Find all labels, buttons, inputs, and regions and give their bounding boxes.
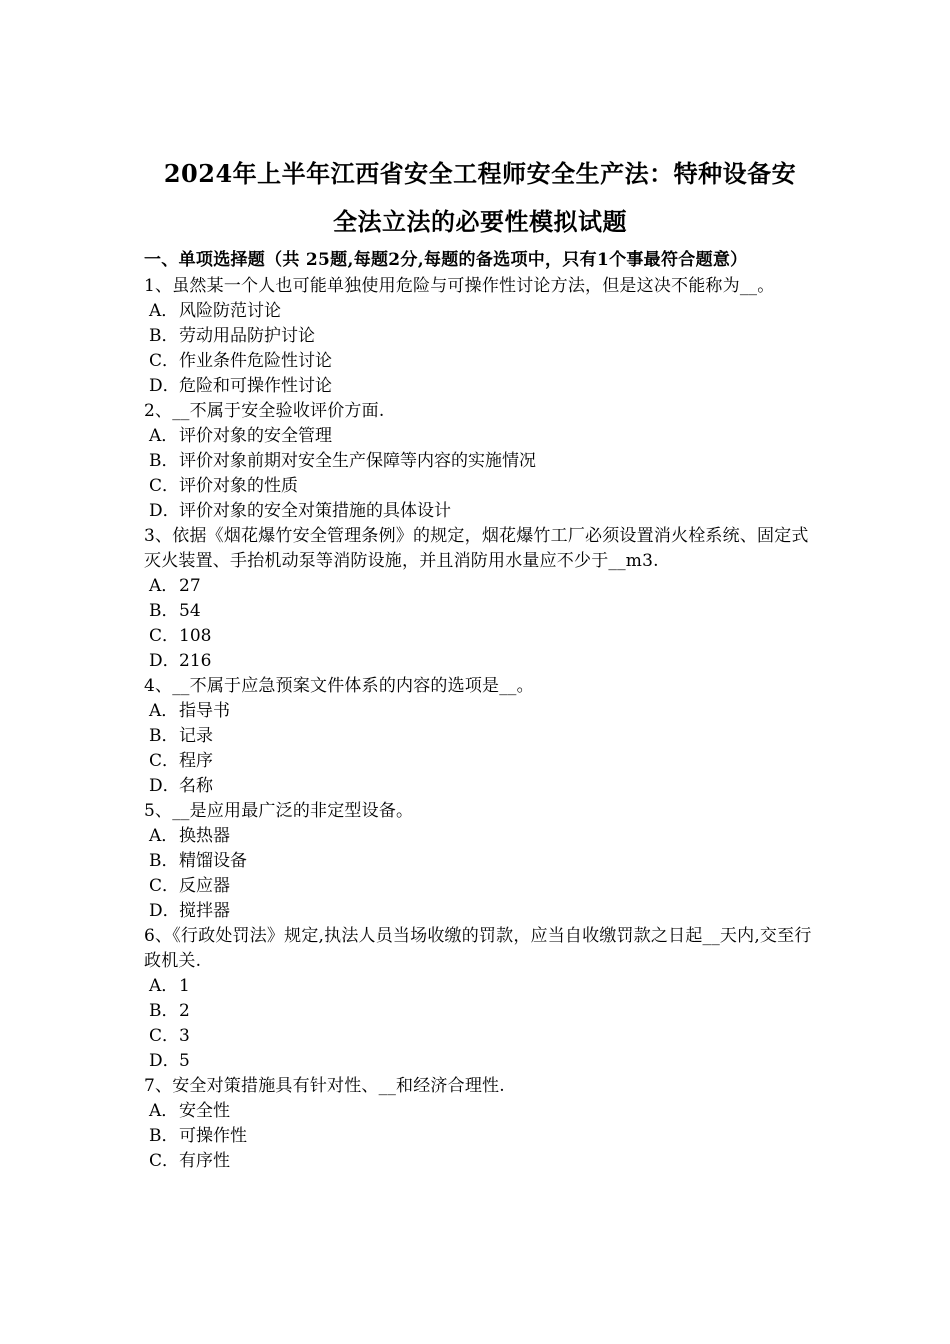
answer-option xyxy=(144,424,816,449)
question-item xyxy=(144,674,816,799)
option-letter: A． xyxy=(149,426,179,446)
answer-option xyxy=(144,1024,816,1049)
question-item xyxy=(144,1074,816,1174)
question-stem: 4、__不属于应急预案文件体系的内容的选项是__。 xyxy=(144,676,534,696)
option-text: 5 xyxy=(179,1051,190,1071)
option-letter: D． xyxy=(149,651,180,671)
option-letter: D． xyxy=(149,776,180,796)
option-text: 108 xyxy=(179,626,212,646)
option-letter: C． xyxy=(149,351,180,371)
answer-option xyxy=(144,874,816,899)
option-text: 反应器 xyxy=(179,876,230,896)
option-letter: D． xyxy=(149,376,180,396)
option-text: 54 xyxy=(179,601,201,621)
option-text: 评价对象的安全管理 xyxy=(179,426,332,446)
option-text: 可操作性 xyxy=(179,1126,247,1146)
option-text: 27 xyxy=(179,576,201,596)
option-text: 3 xyxy=(179,1026,190,1046)
option-letter: A． xyxy=(149,826,179,846)
document-title-line-1: 2024年上半年江西省安全工程师安全生产法：特种设备安 xyxy=(163,159,797,188)
question-list xyxy=(144,274,816,1174)
question-stem: 3、依据《烟花爆竹安全管理条例》的规定，烟花爆竹工厂必须设置消火栓系统、固定式灭火装置、手抬机动泵等消防设施，并且消防用水量应不少于__m3. xyxy=(144,526,809,571)
option-text: 搅拌器 xyxy=(179,901,230,921)
answer-option xyxy=(144,349,816,374)
section-heading: 一、单项选择题（共 25题,每题2分,每题的备选项中，只有1个事最符合题意） xyxy=(144,250,748,270)
option-text: 换热器 xyxy=(179,826,230,846)
question-stem: 7、安全对策措施具有针对性、__和经济合理性. xyxy=(144,1076,505,1096)
question-stem: 2、__不属于安全验收评价方面. xyxy=(144,401,385,421)
option-text: 程序 xyxy=(179,751,213,771)
option-letter: B． xyxy=(149,451,179,471)
answer-option xyxy=(144,574,816,599)
answer-option xyxy=(144,499,816,524)
option-letter: D． xyxy=(149,901,180,921)
option-letter: D． xyxy=(149,1051,180,1071)
answer-option xyxy=(144,299,816,324)
option-letter: B． xyxy=(149,601,179,621)
document-title-line-2: 全法立法的必要性模拟试题 xyxy=(333,207,627,236)
option-text: 评价对象的安全对策措施的具体设计 xyxy=(179,501,451,521)
question-stem: 1、虽然某一个人也可能单独使用危险与可操作性讨论方法，但是这决不能称为__。 xyxy=(144,276,775,296)
option-letter: A． xyxy=(149,301,179,321)
answer-option xyxy=(144,899,816,924)
answer-option xyxy=(144,849,816,874)
answer-option xyxy=(144,1049,816,1074)
answer-option xyxy=(144,999,816,1024)
option-letter: C． xyxy=(149,1151,180,1171)
answer-option xyxy=(144,374,816,399)
option-letter: B． xyxy=(149,1001,179,1021)
option-text: 记录 xyxy=(179,726,213,746)
document-page xyxy=(144,150,816,1174)
answer-option xyxy=(144,324,816,349)
option-letter: B． xyxy=(149,326,179,346)
option-letter: C． xyxy=(149,626,180,646)
option-text: 216 xyxy=(179,651,212,671)
option-letter: C． xyxy=(149,751,180,771)
answer-option xyxy=(144,699,816,724)
answer-option xyxy=(144,649,816,674)
option-text: 评价对象的性质 xyxy=(179,476,298,496)
option-letter: C． xyxy=(149,1026,180,1046)
option-text: 风险防范讨论 xyxy=(179,301,281,321)
question-item xyxy=(144,524,816,674)
answer-option xyxy=(144,1099,816,1124)
option-letter: B． xyxy=(149,726,179,746)
answer-option xyxy=(144,974,816,999)
answer-option xyxy=(144,449,816,474)
answer-option xyxy=(144,1124,816,1149)
answer-option xyxy=(144,599,816,624)
option-text: 劳动用品防护讨论 xyxy=(179,326,315,346)
option-text: 1 xyxy=(179,976,190,996)
answer-option xyxy=(144,749,816,774)
option-text: 有序性 xyxy=(179,1151,230,1171)
option-text: 2 xyxy=(179,1001,190,1021)
question-stem: 5、__是应用最广泛的非定型设备。 xyxy=(144,801,414,821)
option-letter: B． xyxy=(149,851,179,871)
option-text: 作业条件危险性讨论 xyxy=(179,351,332,371)
option-text: 评价对象前期对安全生产保障等内容的实施情况 xyxy=(179,451,536,471)
question-item xyxy=(144,399,816,524)
answer-option xyxy=(144,774,816,799)
option-text: 危险和可操作性讨论 xyxy=(179,376,332,396)
option-letter: C． xyxy=(149,476,180,496)
option-letter: A． xyxy=(149,576,179,596)
answer-option xyxy=(144,1149,816,1174)
option-text: 精馏设备 xyxy=(179,851,247,871)
answer-option xyxy=(144,624,816,649)
question-stem: 6、《行政处罚法》规定,执法人员当场收缴的罚款，应当自收缴罚款之日起__天内,交至行政机关. xyxy=(144,926,812,971)
option-text: 安全性 xyxy=(179,1101,230,1121)
answer-option xyxy=(144,474,816,499)
answer-option xyxy=(144,724,816,749)
option-letter: B． xyxy=(149,1126,179,1146)
option-letter: C． xyxy=(149,876,180,896)
option-text: 指导书 xyxy=(179,701,230,721)
question-item xyxy=(144,924,816,1074)
option-letter: A． xyxy=(149,1101,179,1121)
question-item xyxy=(144,274,816,399)
question-item xyxy=(144,799,816,924)
answer-option xyxy=(144,824,816,849)
option-letter: A． xyxy=(149,976,179,996)
option-text: 名称 xyxy=(179,776,213,796)
option-letter: D． xyxy=(149,501,180,521)
option-letter: A． xyxy=(149,701,179,721)
